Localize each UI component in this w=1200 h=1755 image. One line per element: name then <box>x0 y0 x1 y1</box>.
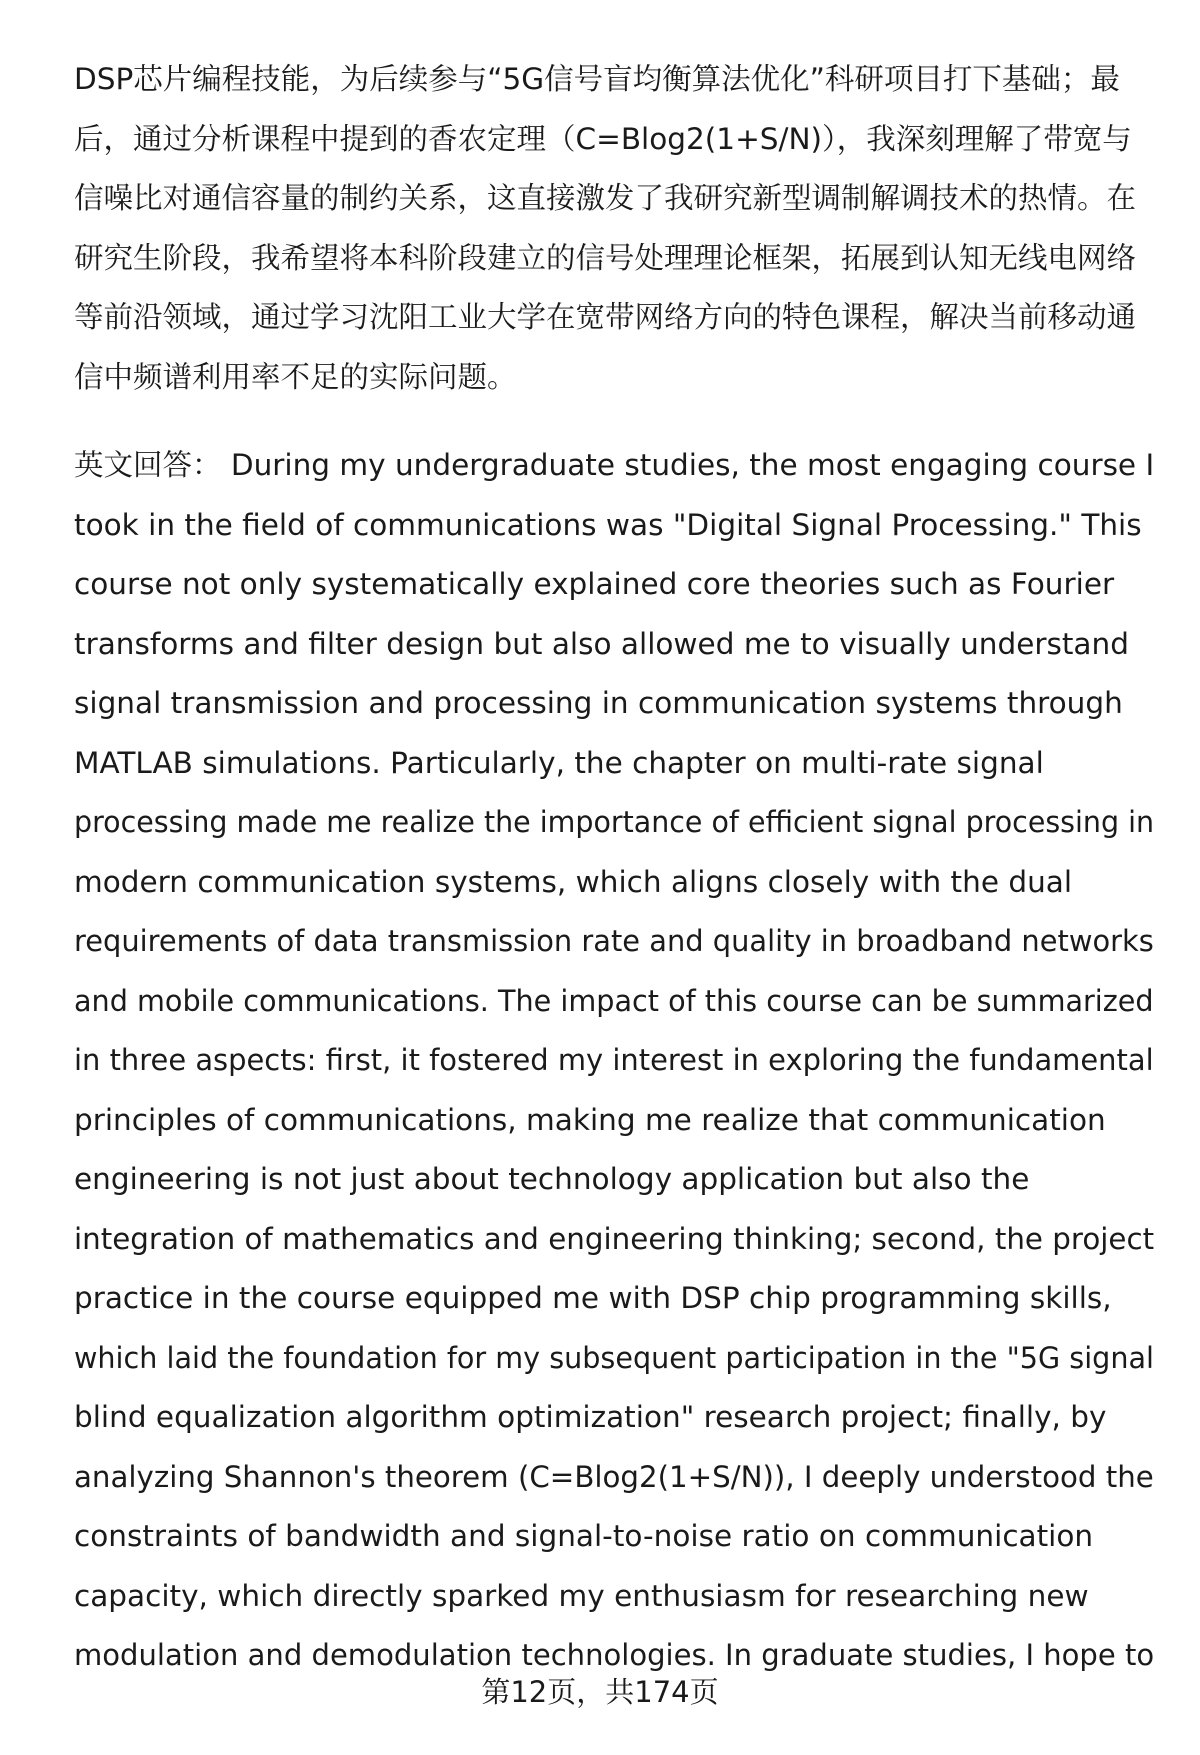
text-line: took in the field of communications was "Digital Signal Processing." This <box>74 507 1142 542</box>
text-line: blind equalization algorithm optimization" research project; finally, by <box>74 1400 1107 1434</box>
text-line: requirements of data transmission rate and quality in broadband networks <box>74 924 1154 958</box>
page-number-footer: 第12页，共174页 <box>481 1675 719 1709</box>
text-line: 后，通过分析课程中提到的香农定理（C=Blog2(1+S/N)），我深刻理解了带宽与 <box>74 121 1132 156</box>
text-line: modulation and demodulation technologies. In graduate studies, I hope to <box>74 1638 1155 1672</box>
text-line: modern communication systems, which aligns closely with the dual <box>74 864 1073 899</box>
chinese-answer-paragraph <box>74 50 1154 407</box>
text-line: capacity, which directly sparked my enthusiasm for researching new <box>74 1578 1089 1613</box>
text-line: signal transmission and processing in communication systems through <box>74 686 1123 720</box>
text-line: and mobile communications. The impact of this course can be summarized <box>74 983 1154 1018</box>
text-line: 信噪比对通信容量的制约关系，这直接激发了我研究新型调制解调技术的热情。在 <box>74 181 1137 215</box>
text-line: integration of mathematics and engineering thinking; second, the project <box>74 1221 1155 1256</box>
text-line: MATLAB simulations. Particularly, the chapter on multi-rate signal <box>74 745 1044 780</box>
text-line: principles of communications, making me realize that communication <box>74 1102 1106 1137</box>
text-line: 等前沿领域，通过学习沈阳工业大学在宽带网络方向的特色课程，解决当前移动通 <box>74 300 1137 334</box>
text-line: in three aspects: first, it fostered my interest in exploring the fundamental <box>74 1043 1154 1077</box>
text-line: processing made me realize the importance of efficient signal processing in <box>74 805 1155 839</box>
text-line: which laid the foundation for my subsequent participation in the "5G signal <box>74 1340 1154 1375</box>
text-line: 英文回答： During my undergraduate studies, the most engaging course I <box>74 448 1155 482</box>
text-line: practice in the course equipped me with DSP chip programming skills, <box>74 1281 1112 1315</box>
text-line: DSP芯片编程技能，为后续参与“5G信号盲均衡算法优化”科研项目打下基础；最 <box>74 62 1120 96</box>
text-line: transforms and filter design but also allowed me to visually understand <box>74 626 1129 661</box>
text-line: constraints of bandwidth and signal-to-noise ratio on communication <box>74 1519 1094 1553</box>
text-line: course not only systematically explained core theories such as Fourier <box>74 567 1115 601</box>
text-line: 信中频谱利用率不足的实际问题。 <box>74 359 517 394</box>
text-line: engineering is not just about technology application but also the <box>74 1162 1030 1196</box>
text-line: analyzing Shannon's theorem (C=Blog2(1+S/N)), I deeply understood the <box>74 1459 1154 1494</box>
text-line: 研究生阶段，我希望将本科阶段建立的信号处理理论框架，拓展到认知无线电网络 <box>74 240 1137 275</box>
english-answer-paragraph <box>74 436 1154 1686</box>
